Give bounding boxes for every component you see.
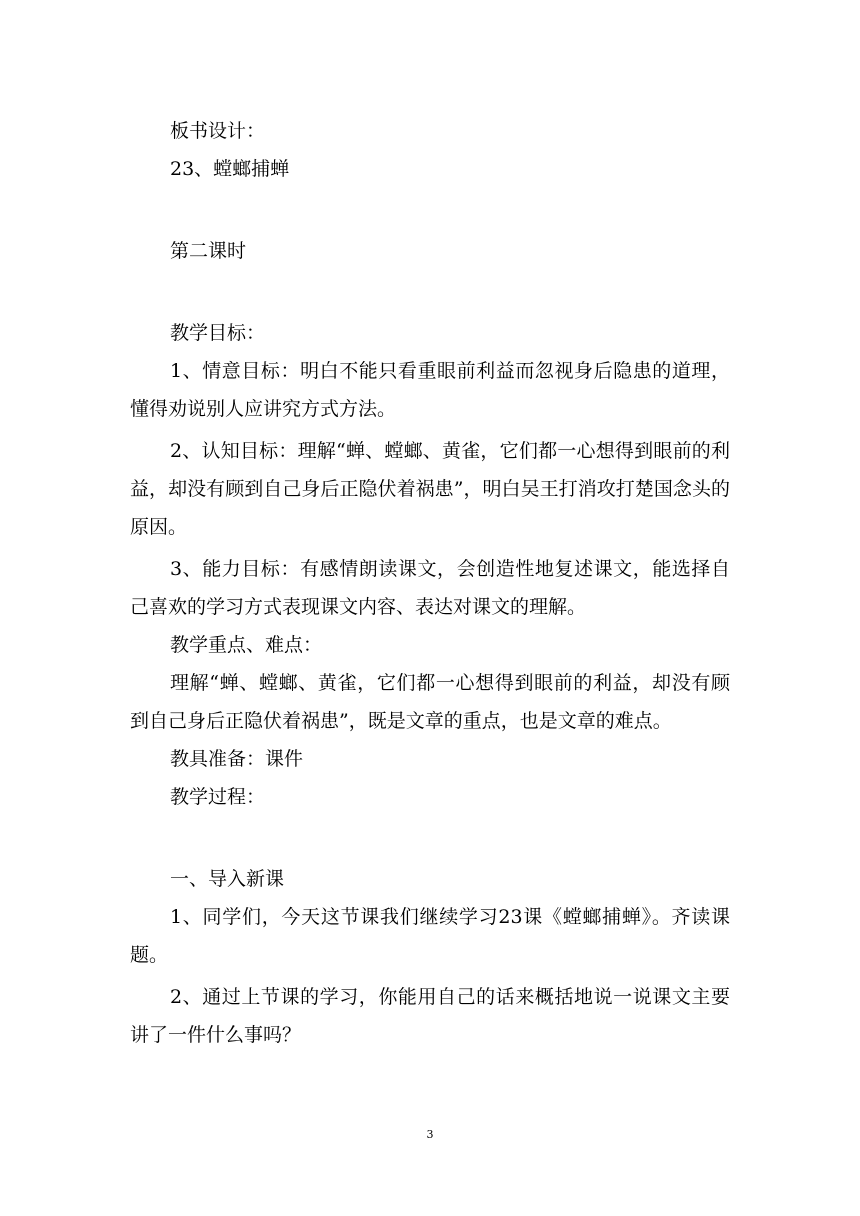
blank-line: [130, 816, 730, 860]
process-heading: 教学过程：: [170, 786, 266, 808]
document-body: [130, 112, 730, 1054]
section-1-heading: 一、导入新课: [170, 868, 285, 890]
second-lesson-heading: 第二课时: [170, 240, 247, 262]
objective-2: 2、认知目标：理解“蝉、螳螂、黄雀，它们都一心想得到眼前的利益，却没有顾到自己身后正隐伏着祸患”，明白吴王打消攻打楚国念头的原因。: [130, 440, 730, 538]
blank-line: [130, 270, 730, 314]
objective-3: 3、能力目标：有感情朗读课文，会创造性地复述课文，能选择自己喜欢的学习方式表现课文内容、表达对课文的理解。: [130, 558, 730, 618]
blackboard-title: 23、螳螂捕蝉: [170, 158, 290, 180]
objectives-heading: 教学目标：: [170, 322, 266, 344]
teaching-tools: 教具准备：课件: [170, 748, 304, 770]
page-number: 3: [426, 1128, 434, 1141]
blank-line: [130, 188, 730, 232]
step-2: 2、通过上节课的学习，你能用自己的话来概括地说一说课文主要讲了一件什么事吗？: [130, 986, 730, 1046]
blackboard-heading: 板书设计：: [170, 120, 266, 142]
objective-1: 1、情意目标：明白不能只看重眼前利益而忽视身后隐患的道理，懂得劝说别人应讲究方式方法。: [130, 360, 730, 420]
step-1: 1、同学们，今天这节课我们继续学习23课《螳螂捕蝉》。齐读课题。: [130, 906, 730, 966]
key-points-heading: 教学重点、难点：: [170, 634, 323, 656]
key-points-text: 理解“蝉、螳螂、黄雀，它们都一心想得到眼前的利益，却没有顾到自己身后正隐伏着祸患”，既是文章的重点，也是文章的难点。: [130, 672, 730, 732]
